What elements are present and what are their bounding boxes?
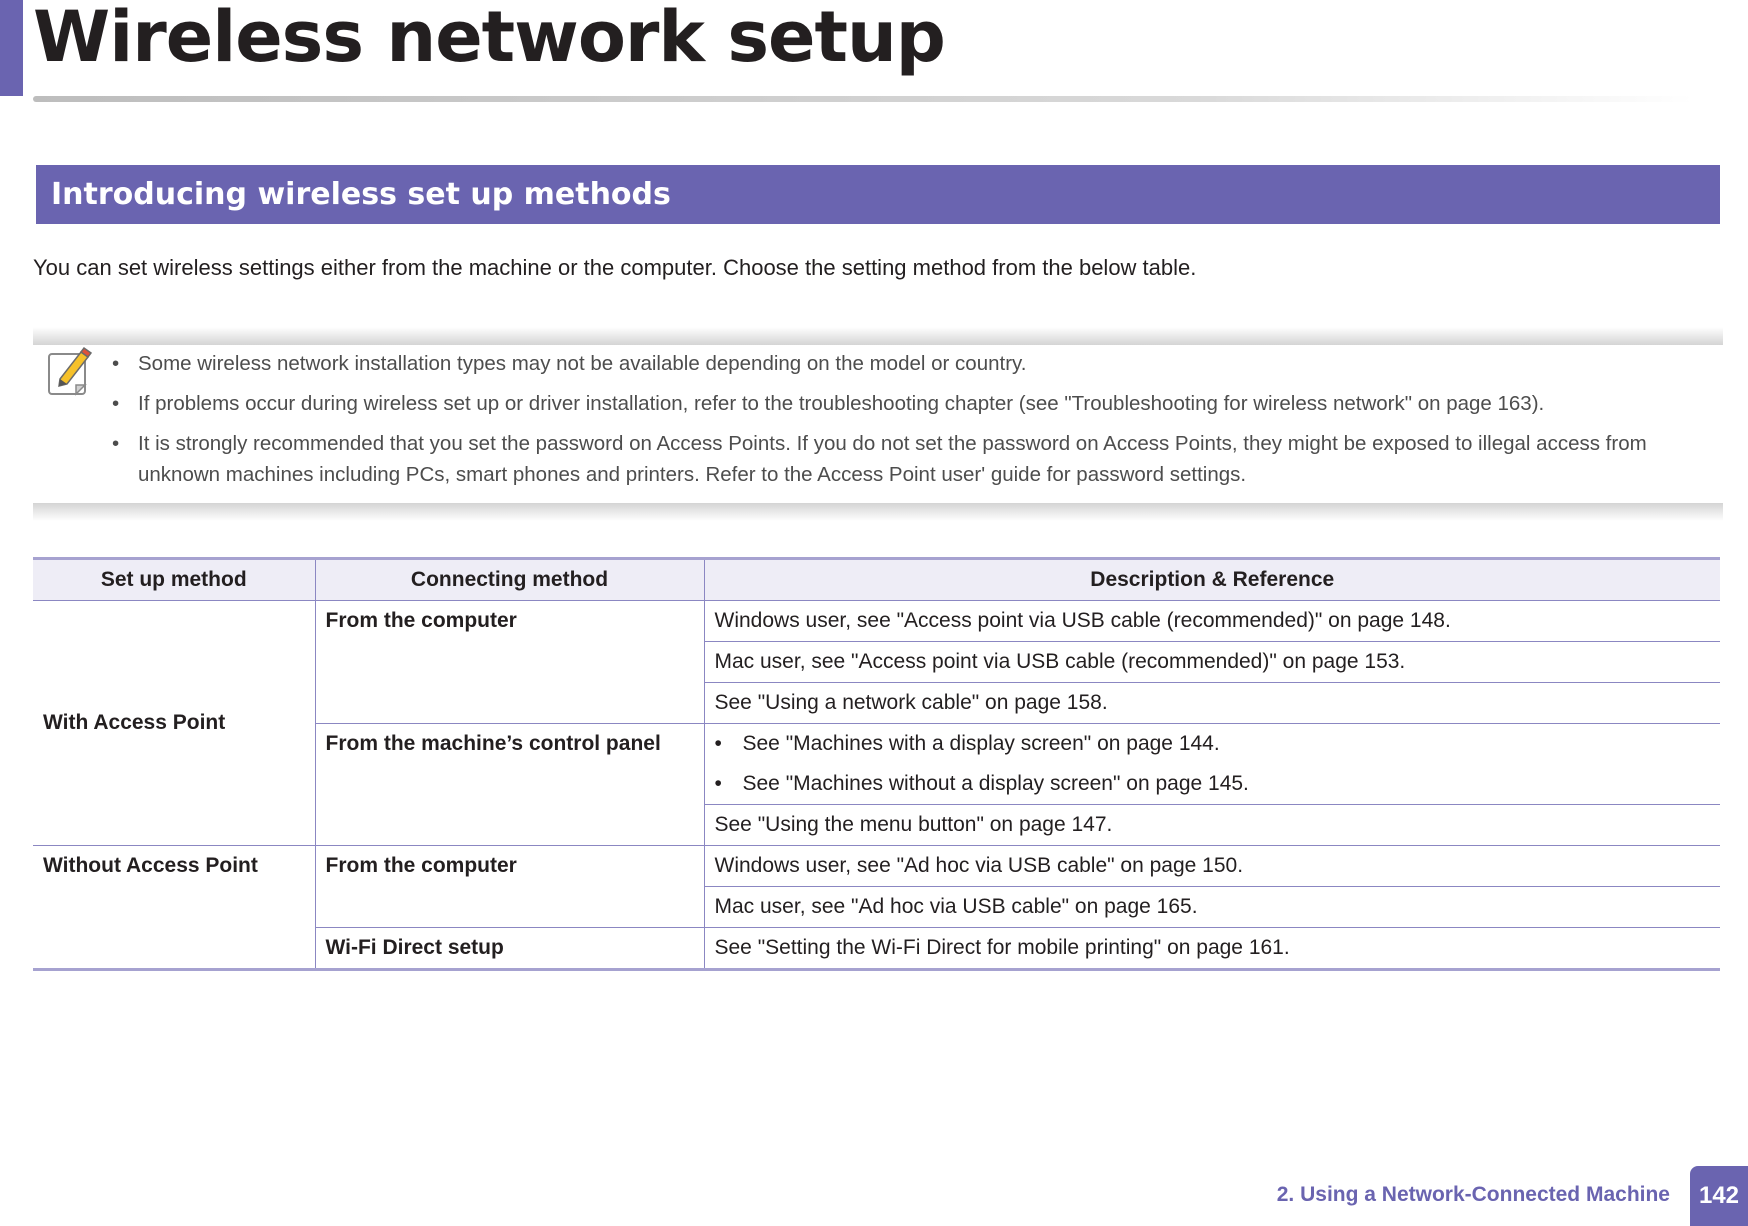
note-pencil-icon [48, 346, 92, 396]
chapter-tab-marker [0, 0, 23, 96]
description-cell: Mac user, see "Access point via USB cable (recommended)" on page 153. [704, 642, 1720, 683]
note-item: • Some wireless network installation types may not be available depending on the model or country. [112, 348, 1724, 379]
note-top-band [33, 327, 1723, 345]
description-bullet: • See "Machines without a display screen" on page 145. [715, 764, 1711, 804]
description-cell: Windows user, see "Ad hoc via USB cable" on page 150. [704, 846, 1720, 887]
title-underline [33, 96, 1693, 102]
description-cell: Windows user, see "Access point via USB cable (recommended)" on page 148. [704, 601, 1720, 642]
description-cell: Mac user, see "Ad hoc via USB cable" on page 165. [704, 887, 1720, 928]
description-cell [704, 764, 1720, 805]
description-cell: See "Setting the Wi-Fi Direct for mobile printing" on page 161. [704, 928, 1720, 970]
connecting-method: Wi-Fi Direct setup [315, 928, 704, 970]
section-heading-bar [36, 165, 1720, 224]
table-row [33, 601, 1720, 642]
note-item: • It is strongly recommended that you set the password on Access Points. If you do not set the password on Access Points, they might be exposed to illegal access from unknown machines including PCs, smart phones and printers. Refer to the Access Point user' guide for password settings. [112, 428, 1724, 490]
setup-method-with-ap: With Access Point [33, 601, 315, 846]
footer-chapter: 2. Using a Network-Connected Machine [1276, 1183, 1670, 1206]
note-item: • If problems occur during wireless set up or driver installation, refer to the troubleshooting chapter (see "Troubleshooting for wireless network" on page 163). [112, 388, 1724, 419]
note-bottom-band [33, 503, 1723, 521]
description-cell: See "Using a network cable" on page 158. [704, 683, 1720, 724]
setup-methods-table [33, 557, 1720, 971]
connecting-method: From the computer [315, 601, 704, 724]
description-cell: See "Using the menu button" on page 147. [704, 805, 1720, 846]
page-title: Wireless network setup [33, 0, 945, 78]
setup-method-without-ap: Without Access Point [33, 846, 315, 970]
header-description: Description & Reference [704, 559, 1720, 601]
intro-paragraph: You can set wireless settings either from the machine or the computer. Choose the setting method from the below table. [33, 255, 1197, 280]
header-setup-method: Set up method [33, 559, 315, 601]
header-connecting-method: Connecting method [315, 559, 704, 601]
section-heading: Introducing wireless set up methods [51, 177, 671, 212]
description-bullet: • See "Machines with a display screen" on page 144. [715, 724, 1711, 764]
connecting-method: From the computer [315, 846, 704, 928]
description-cell [704, 724, 1720, 765]
table-row [33, 846, 1720, 887]
table-header-row [33, 559, 1720, 601]
connecting-method: From the machine’s control panel [315, 724, 704, 846]
note-list [112, 348, 1724, 499]
page-number: 142 [1690, 1166, 1748, 1226]
